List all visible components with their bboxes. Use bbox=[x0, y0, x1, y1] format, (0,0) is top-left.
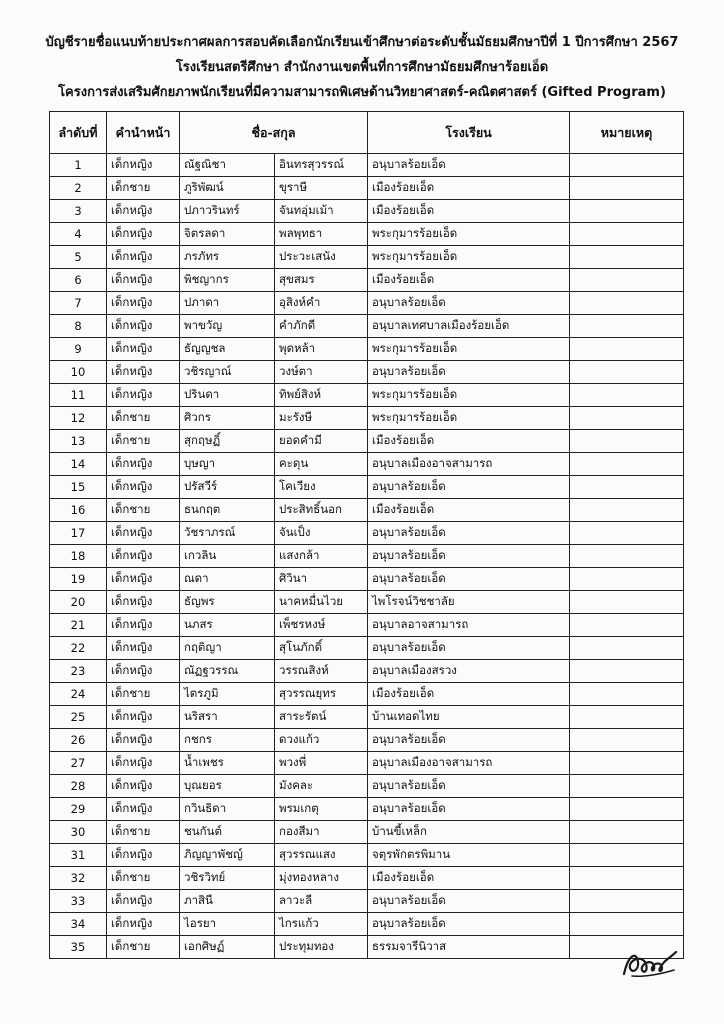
cell-last-name: คำภักดี bbox=[275, 315, 368, 338]
table-row bbox=[50, 430, 684, 453]
cell-no: 4 bbox=[50, 223, 107, 246]
cell-school: อนุบาลร้อยเอ็ด bbox=[368, 798, 570, 821]
cell-title: เด็กหญิง bbox=[107, 798, 180, 821]
cell-no: 26 bbox=[50, 729, 107, 752]
cell-school: เมืองร้อยเอ็ด bbox=[368, 269, 570, 292]
cell-remark bbox=[570, 706, 684, 729]
cell-title: เด็กชาย bbox=[107, 430, 180, 453]
cell-school: อนุบาลร้อยเอ็ด bbox=[368, 568, 570, 591]
cell-last-name: ดวงแก้ว bbox=[275, 729, 368, 752]
cell-remark bbox=[570, 591, 684, 614]
cell-first-name: ภรภัทร bbox=[180, 246, 275, 269]
cell-title: เด็กหญิง bbox=[107, 246, 180, 269]
table-row bbox=[50, 936, 684, 959]
header-title: คำนำหน้า bbox=[107, 112, 180, 154]
cell-no: 6 bbox=[50, 269, 107, 292]
cell-last-name: สุวรรณแสง bbox=[275, 844, 368, 867]
cell-school: อนุบาลร้อยเอ็ด bbox=[368, 292, 570, 315]
cell-remark bbox=[570, 614, 684, 637]
cell-title: เด็กหญิง bbox=[107, 453, 180, 476]
cell-remark bbox=[570, 775, 684, 798]
table-row bbox=[50, 706, 684, 729]
table-row bbox=[50, 269, 684, 292]
table-row bbox=[50, 522, 684, 545]
cell-last-name: จันทอุ่มเม้า bbox=[275, 200, 368, 223]
cell-remark bbox=[570, 844, 684, 867]
cell-last-name: มุ่งทองหลาง bbox=[275, 867, 368, 890]
cell-no: 17 bbox=[50, 522, 107, 545]
cell-last-name: สุวรรณยุทร bbox=[275, 683, 368, 706]
cell-remark bbox=[570, 890, 684, 913]
cell-remark bbox=[570, 338, 684, 361]
cell-no: 18 bbox=[50, 545, 107, 568]
cell-last-name: กองสีมา bbox=[275, 821, 368, 844]
cell-first-name: ภิญญาพัชญ์ bbox=[180, 844, 275, 867]
cell-last-name: สุขสมร bbox=[275, 269, 368, 292]
cell-last-name: มะรังษี bbox=[275, 407, 368, 430]
cell-no: 27 bbox=[50, 752, 107, 775]
cell-last-name: ลาวะลี bbox=[275, 890, 368, 913]
table-row bbox=[50, 729, 684, 752]
cell-first-name: ไตรภูมิ bbox=[180, 683, 275, 706]
cell-school: พระกุมารร้อยเอ็ด bbox=[368, 246, 570, 269]
cell-school: อนุบาลร้อยเอ็ด bbox=[368, 522, 570, 545]
table-header-row bbox=[50, 112, 684, 154]
table-row bbox=[50, 223, 684, 246]
cell-no: 30 bbox=[50, 821, 107, 844]
table-row bbox=[50, 867, 684, 890]
cell-remark bbox=[570, 223, 684, 246]
cell-remark bbox=[570, 246, 684, 269]
table-row bbox=[50, 177, 684, 200]
cell-first-name: ชนกันต์ bbox=[180, 821, 275, 844]
cell-no: 29 bbox=[50, 798, 107, 821]
cell-remark bbox=[570, 200, 684, 223]
cell-remark bbox=[570, 361, 684, 384]
cell-school: อนุบาลร้อยเอ็ด bbox=[368, 775, 570, 798]
cell-first-name: ธัญพร bbox=[180, 591, 275, 614]
cell-first-name: พาขวัญ bbox=[180, 315, 275, 338]
cell-no: 11 bbox=[50, 384, 107, 407]
cell-title: เด็กหญิง bbox=[107, 729, 180, 752]
table-row bbox=[50, 568, 684, 591]
cell-remark bbox=[570, 821, 684, 844]
table-row bbox=[50, 154, 684, 177]
table-row bbox=[50, 844, 684, 867]
cell-school: อนุบาลร้อยเอ็ด bbox=[368, 637, 570, 660]
table-row bbox=[50, 499, 684, 522]
cell-last-name: พรมเกตุ bbox=[275, 798, 368, 821]
table-row bbox=[50, 545, 684, 568]
cell-no: 23 bbox=[50, 660, 107, 683]
cell-last-name: อุสิงห์คำ bbox=[275, 292, 368, 315]
cell-last-name: โคเวียง bbox=[275, 476, 368, 499]
cell-school: อนุบาลร้อยเอ็ด bbox=[368, 361, 570, 384]
cell-no: 14 bbox=[50, 453, 107, 476]
cell-first-name: วัชราภรณ์ bbox=[180, 522, 275, 545]
cell-no: 24 bbox=[50, 683, 107, 706]
cell-first-name: ไอรยา bbox=[180, 913, 275, 936]
table-row bbox=[50, 683, 684, 706]
cell-last-name: ศิวินา bbox=[275, 568, 368, 591]
cell-first-name: ปภาดา bbox=[180, 292, 275, 315]
cell-title: เด็กหญิง bbox=[107, 614, 180, 637]
cell-no: 32 bbox=[50, 867, 107, 890]
cell-school: เมืองร้อยเอ็ด bbox=[368, 177, 570, 200]
cell-no: 12 bbox=[50, 407, 107, 430]
cell-first-name: ธนกฤต bbox=[180, 499, 275, 522]
cell-school: ไพโรจน์วิชชาลัย bbox=[368, 591, 570, 614]
cell-title: เด็กชาย bbox=[107, 867, 180, 890]
header-school: โรงเรียน bbox=[368, 112, 570, 154]
table-row bbox=[50, 591, 684, 614]
table-row bbox=[50, 292, 684, 315]
cell-school: ธรรมจารีนิวาส bbox=[368, 936, 570, 959]
table-row bbox=[50, 660, 684, 683]
cell-title: เด็กหญิง bbox=[107, 844, 180, 867]
cell-school: บ้านเทอดไทย bbox=[368, 706, 570, 729]
cell-last-name: พลพุทธา bbox=[275, 223, 368, 246]
cell-last-name: ประทุมทอง bbox=[275, 936, 368, 959]
table-row bbox=[50, 361, 684, 384]
table-row bbox=[50, 913, 684, 936]
cell-remark bbox=[570, 913, 684, 936]
cell-title: เด็กหญิง bbox=[107, 637, 180, 660]
cell-last-name: แสงกล้า bbox=[275, 545, 368, 568]
cell-title: เด็กชาย bbox=[107, 936, 180, 959]
cell-school: อนุบาลเทศบาลเมืองร้อยเอ็ด bbox=[368, 315, 570, 338]
cell-school: อนุบาลร้อยเอ็ด bbox=[368, 890, 570, 913]
cell-school: พระกุมารร้อยเอ็ด bbox=[368, 223, 570, 246]
cell-no: 28 bbox=[50, 775, 107, 798]
cell-school: อนุบาลร้อยเอ็ด bbox=[368, 476, 570, 499]
cell-title: เด็กหญิง bbox=[107, 913, 180, 936]
document-title: บัญชีรายชื่อแนบท้ายประกาศผลการสอบคัดเลือกนักเรียนเข้าศึกษาต่อระดับชั้นมัธยมศึกษาปีที่ 1 ปีการศึกษา 2567 bbox=[45, 35, 679, 50]
cell-title: เด็กหญิง bbox=[107, 775, 180, 798]
cell-remark bbox=[570, 798, 684, 821]
cell-first-name: กชกร bbox=[180, 729, 275, 752]
cell-first-name: ภาสินี bbox=[180, 890, 275, 913]
cell-first-name: นริสรา bbox=[180, 706, 275, 729]
table-row bbox=[50, 637, 684, 660]
cell-no: 10 bbox=[50, 361, 107, 384]
cell-title: เด็กชาย bbox=[107, 177, 180, 200]
cell-first-name: ธัญญชล bbox=[180, 338, 275, 361]
cell-school: อนุบาลร้อยเอ็ด bbox=[368, 154, 570, 177]
cell-first-name: ศิวกร bbox=[180, 407, 275, 430]
cell-title: เด็กหญิง bbox=[107, 269, 180, 292]
cell-no: 3 bbox=[50, 200, 107, 223]
cell-no: 9 bbox=[50, 338, 107, 361]
cell-no: 2 bbox=[50, 177, 107, 200]
cell-first-name: ปรัสวีร์ bbox=[180, 476, 275, 499]
cell-no: 20 bbox=[50, 591, 107, 614]
table-row bbox=[50, 614, 684, 637]
cell-title: เด็กหญิง bbox=[107, 591, 180, 614]
table-row bbox=[50, 890, 684, 913]
cell-first-name: วชิรญาณ์ bbox=[180, 361, 275, 384]
cell-school: พระกุมารร้อยเอ็ด bbox=[368, 338, 570, 361]
cell-school: อนุบาลร้อยเอ็ด bbox=[368, 913, 570, 936]
cell-no: 25 bbox=[50, 706, 107, 729]
cell-remark bbox=[570, 476, 684, 499]
cell-last-name: นาคหมื่นไวย bbox=[275, 591, 368, 614]
cell-no: 16 bbox=[50, 499, 107, 522]
cell-title: เด็กหญิง bbox=[107, 568, 180, 591]
program-name: โครงการส่งเสริมศักยภาพนักเรียนที่มีความสามารถพิเศษด้านวิทยาศาสตร์-คณิตศาสตร์ (Gifted Program) bbox=[58, 85, 666, 100]
cell-remark bbox=[570, 522, 684, 545]
cell-last-name: อินทรสุวรรณ์ bbox=[275, 154, 368, 177]
cell-school: เมืองร้อยเอ็ด bbox=[368, 683, 570, 706]
cell-no: 33 bbox=[50, 890, 107, 913]
cell-title: เด็กหญิง bbox=[107, 384, 180, 407]
cell-last-name: ประวะเสนัง bbox=[275, 246, 368, 269]
cell-remark bbox=[570, 729, 684, 752]
cell-last-name: เพ็ชรหงษ์ bbox=[275, 614, 368, 637]
cell-title: เด็กหญิง bbox=[107, 200, 180, 223]
school-name: โรงเรียนสตรีศึกษา สำนักงานเขตพื้นที่การศึกษามัธยมศึกษาร้อยเอ็ด bbox=[175, 60, 549, 75]
cell-no: 19 bbox=[50, 568, 107, 591]
cell-remark bbox=[570, 867, 684, 890]
cell-first-name: ภูริพัฒน์ bbox=[180, 177, 275, 200]
cell-title: เด็กหญิง bbox=[107, 890, 180, 913]
cell-title: เด็กหญิง bbox=[107, 545, 180, 568]
cell-school: อนุบาลเมืองอาจสามารถ bbox=[368, 453, 570, 476]
cell-remark bbox=[570, 545, 684, 568]
cell-title: เด็กหญิง bbox=[107, 706, 180, 729]
table-row bbox=[50, 821, 684, 844]
cell-remark bbox=[570, 752, 684, 775]
cell-last-name: ทิพย์สิงห์ bbox=[275, 384, 368, 407]
cell-remark bbox=[570, 407, 684, 430]
cell-school: อนุบาลเมืองสรวง bbox=[368, 660, 570, 683]
cell-remark bbox=[570, 430, 684, 453]
cell-remark bbox=[570, 269, 684, 292]
cell-first-name: ปภาวรินทร์ bbox=[180, 200, 275, 223]
cell-title: เด็กหญิง bbox=[107, 338, 180, 361]
cell-last-name: จันเป็ง bbox=[275, 522, 368, 545]
cell-first-name: น้ำเพชร bbox=[180, 752, 275, 775]
cell-last-name: พวงพี่ bbox=[275, 752, 368, 775]
cell-title: เด็กหญิง bbox=[107, 660, 180, 683]
cell-first-name: ณดา bbox=[180, 568, 275, 591]
cell-first-name: บุณยอร bbox=[180, 775, 275, 798]
cell-no: 22 bbox=[50, 637, 107, 660]
cell-first-name: ณัฏฐวรรณ bbox=[180, 660, 275, 683]
cell-first-name: เกวลิน bbox=[180, 545, 275, 568]
table-row bbox=[50, 798, 684, 821]
cell-title: เด็กหญิง bbox=[107, 361, 180, 384]
header-name: ชื่อ-สกุล bbox=[180, 112, 368, 154]
cell-no: 7 bbox=[50, 292, 107, 315]
cell-school: เมืองร้อยเอ็ด bbox=[368, 867, 570, 890]
table-row bbox=[50, 315, 684, 338]
cell-first-name: พิชญากร bbox=[180, 269, 275, 292]
cell-remark bbox=[570, 177, 684, 200]
cell-remark bbox=[570, 315, 684, 338]
cell-last-name: คะดุน bbox=[275, 453, 368, 476]
cell-school: พระกุมารร้อยเอ็ด bbox=[368, 407, 570, 430]
cell-school: อนุบาลร้อยเอ็ด bbox=[368, 545, 570, 568]
cell-last-name: ไกรแก้ว bbox=[275, 913, 368, 936]
cell-first-name: บุษญา bbox=[180, 453, 275, 476]
cell-school: พระกุมารร้อยเอ็ด bbox=[368, 384, 570, 407]
cell-last-name: สุโนภักดิ์ bbox=[275, 637, 368, 660]
table-row bbox=[50, 246, 684, 269]
cell-no: 21 bbox=[50, 614, 107, 637]
cell-title: เด็กหญิง bbox=[107, 522, 180, 545]
cell-title: เด็กหญิง bbox=[107, 154, 180, 177]
cell-title: เด็กชาย bbox=[107, 407, 180, 430]
signature-mark bbox=[618, 944, 680, 982]
cell-remark bbox=[570, 683, 684, 706]
cell-last-name: ประสิทธิ์นอก bbox=[275, 499, 368, 522]
table-row bbox=[50, 407, 684, 430]
document-header bbox=[0, 30, 724, 105]
cell-no: 15 bbox=[50, 476, 107, 499]
cell-first-name: สุกฤษฏิ์ bbox=[180, 430, 275, 453]
table-row bbox=[50, 338, 684, 361]
table-row bbox=[50, 775, 684, 798]
cell-first-name: นภสร bbox=[180, 614, 275, 637]
cell-no: 1 bbox=[50, 154, 107, 177]
header-remark: หมายเหตุ bbox=[570, 112, 684, 154]
header-no: ลำดับที่ bbox=[50, 112, 107, 154]
cell-no: 35 bbox=[50, 936, 107, 959]
cell-no: 13 bbox=[50, 430, 107, 453]
cell-no: 34 bbox=[50, 913, 107, 936]
cell-first-name: กฤติญา bbox=[180, 637, 275, 660]
table-row bbox=[50, 752, 684, 775]
cell-title: เด็กชาย bbox=[107, 683, 180, 706]
cell-title: เด็กชาย bbox=[107, 821, 180, 844]
cell-school: อนุบาลร้อยเอ็ด bbox=[368, 729, 570, 752]
cell-last-name: พุดหล้า bbox=[275, 338, 368, 361]
cell-remark bbox=[570, 568, 684, 591]
cell-first-name: เอกศิษฏ์ bbox=[180, 936, 275, 959]
table-row bbox=[50, 200, 684, 223]
cell-last-name: ขุราษี bbox=[275, 177, 368, 200]
cell-title: เด็กหญิง bbox=[107, 292, 180, 315]
cell-remark bbox=[570, 453, 684, 476]
cell-title: เด็กหญิง bbox=[107, 476, 180, 499]
cell-school: อนุบาลอาจสามารถ bbox=[368, 614, 570, 637]
cell-remark bbox=[570, 384, 684, 407]
cell-remark bbox=[570, 637, 684, 660]
cell-no: 5 bbox=[50, 246, 107, 269]
cell-school: จตุรพักตรพิมาน bbox=[368, 844, 570, 867]
cell-school: เมืองร้อยเอ็ด bbox=[368, 499, 570, 522]
cell-school: บ้านขี้เหล็ก bbox=[368, 821, 570, 844]
cell-title: เด็กหญิง bbox=[107, 315, 180, 338]
cell-remark bbox=[570, 154, 684, 177]
table-row bbox=[50, 384, 684, 407]
cell-first-name: จิตรลดา bbox=[180, 223, 275, 246]
table-row bbox=[50, 476, 684, 499]
cell-first-name: กวินธิดา bbox=[180, 798, 275, 821]
cell-no: 8 bbox=[50, 315, 107, 338]
cell-remark bbox=[570, 660, 684, 683]
cell-remark bbox=[570, 499, 684, 522]
cell-first-name: วชิรวิทย์ bbox=[180, 867, 275, 890]
cell-last-name: สาระรัตน์ bbox=[275, 706, 368, 729]
cell-school: อนุบาลเมืองอาจสามารถ bbox=[368, 752, 570, 775]
cell-last-name: วรรณสิงห์ bbox=[275, 660, 368, 683]
cell-remark bbox=[570, 292, 684, 315]
cell-last-name: ยอดคำมี bbox=[275, 430, 368, 453]
cell-last-name: วงษ์ตา bbox=[275, 361, 368, 384]
cell-last-name: มังคละ bbox=[275, 775, 368, 798]
cell-title: เด็กหญิง bbox=[107, 223, 180, 246]
table-row bbox=[50, 453, 684, 476]
cell-school: เมืองร้อยเอ็ด bbox=[368, 200, 570, 223]
cell-title: เด็กชาย bbox=[107, 499, 180, 522]
cell-school: เมืองร้อยเอ็ด bbox=[368, 430, 570, 453]
cell-first-name: ณัฐณิชา bbox=[180, 154, 275, 177]
cell-no: 31 bbox=[50, 844, 107, 867]
cell-first-name: ปรินดา bbox=[180, 384, 275, 407]
cell-title: เด็กหญิง bbox=[107, 752, 180, 775]
student-roster-table bbox=[49, 111, 684, 959]
